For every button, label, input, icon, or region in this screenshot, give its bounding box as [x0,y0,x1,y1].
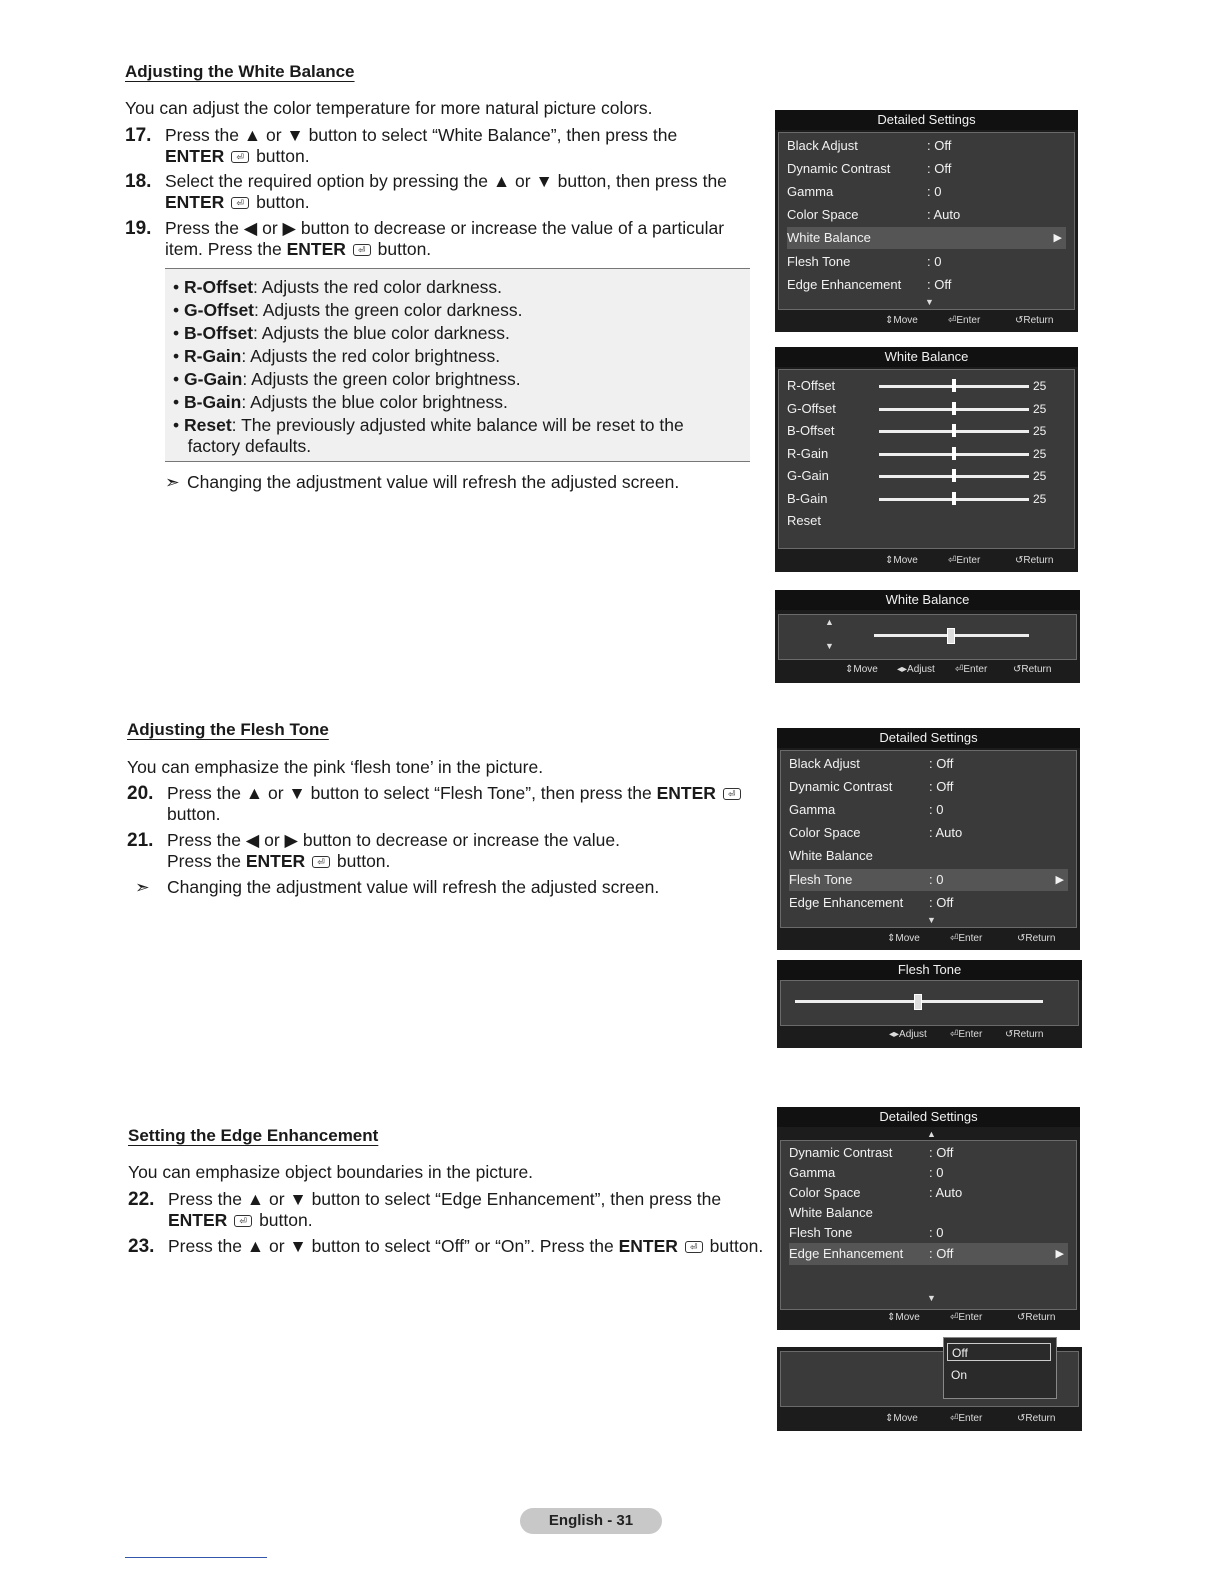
bullet-b-gain: • B-Gain: Adjusts the blue color brightness. [173,392,508,412]
hint-label: Adjust [907,664,935,675]
slider-knob[interactable] [952,424,956,437]
right-triangle-icon: ▶ [1055,1248,1064,1260]
bullet-term: B-Offset [184,323,254,343]
enter-icon: ⏎ [231,151,249,163]
enter-icon: ⏎ [231,197,249,209]
row-label: Gamma [789,802,836,817]
step-text: Press the ▲ or ▼ button to select “Edge Enhancement”, then press the [168,1189,722,1209]
osd-row-color-space[interactable] [789,1183,1068,1203]
return-hint: ↺ Return [1015,312,1023,330]
osd-flesh-tone-adjust [777,960,1082,1048]
osd-menu-panel [780,1140,1077,1310]
slider-knob[interactable] [947,628,955,644]
row-value: : 0 [929,872,944,887]
osd-row-dynamic-contrast[interactable] [787,158,1066,180]
scroll-down-icon: ▼ [927,915,936,925]
osd-wb-row-g-offset[interactable] [787,398,1066,420]
section-title-white-balance: Adjusting the White Balance [125,62,355,81]
step-text: button. [336,851,391,871]
note-text: Changing the adjustment value will refresh the adjusted screen. [167,877,660,897]
row-label: Color Space [789,825,861,840]
osd-row-edge-enhancement[interactable] [787,274,1066,296]
enter-hint: ⏎ Enter [950,1410,958,1428]
enter-label: ENTER [168,1210,228,1230]
row-label: Reset [787,513,821,528]
osd-wb-panel [778,369,1075,549]
enter-label: ENTER [165,146,225,166]
osd-row-white-balance[interactable] [787,227,1066,249]
up-arrow-icon: ▲ [825,617,834,627]
enter-hint: ⏎ Enter [948,312,956,330]
note-text: Changing the adjustment value will refresh the adjusted screen. [187,472,680,492]
row-label: Black Adjust [787,138,858,153]
step-text: button. [256,192,310,212]
scroll-up-icon: ▲ [927,1129,936,1139]
move-hint: ⇕ Move [845,661,853,679]
bullet-desc: : Adjusts the red color brightness. [241,346,501,366]
osd-row-black-adjust[interactable] [789,753,1068,775]
osd-row-flesh-tone[interactable] [789,1223,1068,1243]
step-number: 17. [125,125,152,146]
enter-hint: ⏎ Enter [950,1026,958,1044]
row-label: Black Adjust [789,756,860,771]
step-text: Select the required option by pressing the ▲ or ▼ button, then press the [165,171,727,191]
option-on[interactable]: On [951,1368,968,1382]
row-label: Color Space [789,1185,861,1200]
bullet-g-offset: • G-Offset: Adjusts the green color darkness. [173,300,523,320]
intro-edge-enhancement: You can emphasize object boundaries in the picture. [128,1162,534,1182]
row-value: : Auto [929,1185,963,1200]
enter-label: ENTER [286,239,346,259]
row-label: Dynamic Contrast [787,161,891,176]
row-label: Color Space [787,207,859,222]
slider-knob[interactable] [914,994,922,1010]
hint-label: Move [893,1413,918,1424]
osd-menu-panel [778,132,1075,310]
bullet-reset: • Reset: The previously adjusted white balance will be reset to the factory defaults. [173,415,684,456]
return-hint: ↺ Return [1017,1309,1025,1327]
enter-icon: ⏎ [234,1215,252,1227]
osd-footer [775,312,1078,330]
hint-label: Return [1021,664,1052,675]
note-flesh-tone [135,877,659,898]
osd-wb-row-g-gain[interactable] [787,465,1066,487]
step-text: Press the ▲ or ▼ button to select “Flesh Tone”, then press the [167,783,652,803]
bullet-desc: : Adjusts the green color darkness. [254,300,523,320]
osd-white-balance-adjust [775,590,1080,683]
bullet-r-gain: • R-Gain: Adjusts the red color brightness. [173,346,501,366]
osd-title: Detailed Settings [777,1107,1080,1127]
row-label: Edge Enhancement [789,895,904,910]
bullet-term: R-Offset [184,277,254,297]
hint-label: Enter [956,315,981,326]
right-triangle-icon: ▶ [1053,232,1062,244]
enter-hint: ⏎ Enter [950,1309,958,1327]
hint-label: Enter [958,933,983,944]
hint-label: Enter [958,1312,983,1323]
row-value: : 0 [929,802,944,817]
down-arrow-icon: ▼ [825,641,834,651]
scroll-down-icon: ▼ [927,1293,936,1303]
bullet-desc: : Adjusts the blue color darkness. [253,323,510,343]
bullet-b-offset: • B-Offset: Adjusts the blue color darkness. [173,323,510,343]
row-value: : Auto [927,207,961,222]
osd-wb-row-reset[interactable] [787,510,1066,532]
step-text: button. [259,1210,313,1230]
row-value: : 0 [927,184,942,199]
osd-wb-row-b-offset[interactable] [787,420,1066,442]
osd-footer [777,1410,1082,1428]
enter-label: ENTER [656,783,716,803]
osd-title: Detailed Settings [775,110,1078,130]
step-19 [125,218,765,262]
bullet-desc: : Adjusts the blue color brightness. [241,392,508,412]
osd-white-balance-list [775,347,1078,572]
row-value: : Off [927,138,952,153]
intro-white-balance: You can adjust the color temperature for more natural picture colors. [125,98,653,118]
row-label: Flesh Tone [789,1225,853,1240]
row-label: R-Gain [787,446,829,461]
return-hint: ↺ Return [1015,552,1023,570]
osd-footer [775,661,1080,679]
hint-label: Return [1023,555,1054,566]
option-list [943,1337,1057,1399]
osd-title: Flesh Tone [777,960,1082,980]
section-title-edge-enhancement: Setting the Edge Enhancement [128,1126,379,1145]
move-hint: ⇕ Move [885,312,893,330]
osd-footer [777,1309,1080,1327]
bullet-term: G-Offset [184,300,254,320]
move-hint: ⇕ Move [885,1410,893,1428]
row-label: G-Gain [787,468,829,483]
osd-title: Detailed Settings [777,728,1080,748]
step-20 [127,783,767,827]
return-hint: ↺ Return [1013,661,1021,679]
row-value: : 0 [929,1165,944,1180]
osd-footer [775,552,1078,570]
step-text: button. [709,1236,764,1256]
step-text: button. [377,239,432,259]
bullet-term: Reset [184,415,232,435]
row-label: White Balance [787,230,871,245]
row-label: White Balance [789,848,873,863]
slider-knob[interactable] [952,402,956,415]
bullet-desc: : Adjusts the red color darkness. [253,277,503,297]
scroll-down-icon: ▼ [925,297,934,307]
step-text: Press the ◀ or ▶ button to decrease or increase the value of a particular [165,218,725,238]
osd-detailed-settings-3 [777,1107,1080,1330]
osd-row-black-adjust[interactable] [787,135,1066,157]
move-hint: ⇕ Move [887,930,895,948]
slider-knob[interactable] [952,379,956,392]
osd-row-gamma[interactable] [789,799,1068,821]
return-hint: ↺ Return [1017,930,1025,948]
slider-knob[interactable] [952,447,956,460]
hint-label: Enter [958,1029,983,1040]
adjust-hint: ◂▸ Adjust [889,1026,899,1044]
step-23 [128,1236,768,1258]
row-value: : 0 [927,254,942,269]
row-value: : Off [929,895,954,910]
section-title-flesh-tone: Adjusting the Flesh Tone [127,720,329,739]
note-arrow-icon: ➣ [165,472,180,492]
row-value: : Off [929,1145,954,1160]
row-label: Edge Enhancement [787,277,902,292]
osd-adjust-panel [778,614,1077,660]
enter-label: ENTER [165,192,225,212]
osd-footer [777,930,1080,948]
step-text: button. [256,146,310,166]
enter-label: ENTER [245,851,306,871]
move-hint: ⇕ Move [887,1309,895,1327]
osd-title: White Balance [775,590,1080,610]
osd-row-color-space[interactable] [787,204,1066,226]
row-label: Flesh Tone [787,254,851,269]
osd-row-gamma[interactable] [789,1163,1068,1183]
hint-label: Return [1023,315,1054,326]
osd-wb-row-r-offset[interactable] [787,375,1066,397]
osd-detailed-settings-1 [775,110,1078,332]
row-label: White Balance [789,1205,873,1220]
osd-row-gamma[interactable] [787,181,1066,203]
enter-icon: ⏎ [685,1241,703,1253]
step-number: 21. [127,830,154,851]
hint-label: Move [895,933,920,944]
osd-row-edge-enhancement[interactable] [789,1243,1068,1265]
step-text: Press the ▲ or ▼ button to select “White Balance”, then press the [165,125,678,145]
white-balance-options-box [165,268,750,462]
hint-label: Move [895,1312,920,1323]
hint-label: Enter [958,1413,983,1424]
slider-value: 25 [1033,402,1047,416]
hint-label: Move [893,555,918,566]
page-number-label: English - 31 [520,1508,662,1534]
slider-value: 25 [1033,447,1047,461]
osd-menu-panel [780,750,1077,928]
return-hint: ↺ Return [1005,1026,1013,1044]
bullet-r-offset: • R-Offset: Adjusts the red color darkness. [173,277,503,297]
step-text: Press the ▲ or ▼ button to select “Off” or “On”. Press the [168,1236,614,1256]
step-number: 23. [128,1236,155,1257]
osd-row-dynamic-contrast[interactable] [789,776,1068,798]
note-white-balance [165,472,679,493]
osd-row-flesh-tone[interactable] [787,251,1066,273]
bullet-term: G-Gain [184,369,243,389]
step-22 [128,1189,768,1233]
hint-label: Return [1025,933,1056,944]
step-text: item. Press the [165,239,282,259]
osd-row-color-space[interactable] [789,822,1068,844]
row-label: Gamma [789,1165,836,1180]
hint-label: Return [1013,1029,1044,1040]
osd-wb-row-b-gain[interactable] [787,488,1066,510]
step-number: 20. [127,783,154,804]
row-value: : Off [929,756,954,771]
bullet-desc: factory defaults. [187,436,312,456]
step-text: Press the [167,851,241,871]
row-label: Flesh Tone [789,872,853,887]
adjust-hint: ◂▸ Adjust [897,661,907,679]
step-21 [127,830,767,874]
step-text: button. [167,804,221,824]
row-label: B-Offset [787,423,835,438]
osd-edge-enhancement-select [777,1347,1082,1431]
enter-icon: ⏎ [353,244,371,256]
bullet-desc: : The previously adjusted white balance will be reset to the [231,415,684,435]
osd-detailed-settings-2 [777,728,1080,950]
bullet-desc: : Adjusts the green color brightness. [242,369,521,389]
osd-row-edge-enhancement[interactable] [789,892,1068,914]
return-hint: ↺ Return [1017,1410,1025,1428]
option-off[interactable]: Off [947,1343,1051,1361]
step-text: Press the ◀ or ▶ button to decrease or increase the value. [167,830,620,850]
bullet-term: B-Gain [184,392,242,412]
hint-label: Move [853,664,878,675]
intro-flesh-tone: You can emphasize the pink ‘flesh tone’ in the picture. [127,757,544,777]
step-18 [125,171,765,215]
slider-value: 25 [1033,492,1047,506]
step-17 [125,125,765,169]
bullet-g-gain: • G-Gain: Adjusts the green color brightness. [173,369,521,389]
right-triangle-icon: ▶ [1055,874,1064,886]
row-label: Edge Enhancement [789,1246,904,1261]
row-value: : Auto [929,825,963,840]
slider-knob[interactable] [952,492,956,505]
hint-label: Enter [963,664,988,675]
slider-value: 25 [1033,424,1047,438]
osd-title: White Balance [775,347,1078,367]
row-label: R-Offset [787,378,836,393]
slider-knob[interactable] [952,469,956,482]
row-value: : Off [929,779,954,794]
osd-footer [777,1026,1082,1044]
hint-label: Move [893,315,918,326]
step-number: 22. [128,1189,155,1210]
row-label: Dynamic Contrast [789,1145,893,1160]
step-number: 18. [125,171,152,192]
enter-hint: ⏎ Enter [950,930,958,948]
hint-label: Adjust [899,1029,927,1040]
row-label: G-Offset [787,401,836,416]
enter-icon: ⏎ [723,788,741,800]
osd-row-flesh-tone[interactable] [789,869,1068,891]
row-value: : Off [929,1246,954,1261]
row-value: : Off [927,161,952,176]
enter-label: ENTER [618,1236,678,1256]
osd-row-white-balance[interactable] [789,1203,1068,1223]
slider-value: 25 [1033,469,1047,483]
row-label: B-Gain [787,491,828,506]
hint-label: Enter [956,555,981,566]
step-number: 19. [125,218,152,239]
osd-adjust-panel [780,980,1079,1026]
osd-row-dynamic-contrast[interactable] [789,1143,1068,1163]
move-hint: ⇕ Move [885,552,893,570]
slider-value: 25 [1033,379,1047,393]
bullet-term: R-Gain [184,346,242,366]
osd-row-white-balance[interactable] [789,845,1068,867]
enter-hint: ⏎ Enter [948,552,956,570]
row-value: : 0 [929,1225,944,1240]
footer-divider [125,1557,267,1558]
row-label: Gamma [787,184,834,199]
osd-wb-row-r-gain[interactable] [787,443,1066,465]
enter-icon: ⏎ [312,856,330,868]
note-arrow-icon: ➣ [135,877,150,897]
row-value: : Off [927,277,952,292]
row-label: Dynamic Contrast [789,779,893,794]
hint-label: Return [1025,1312,1056,1323]
enter-hint: ⏎ Enter [955,661,963,679]
hint-label: Return [1025,1413,1056,1424]
